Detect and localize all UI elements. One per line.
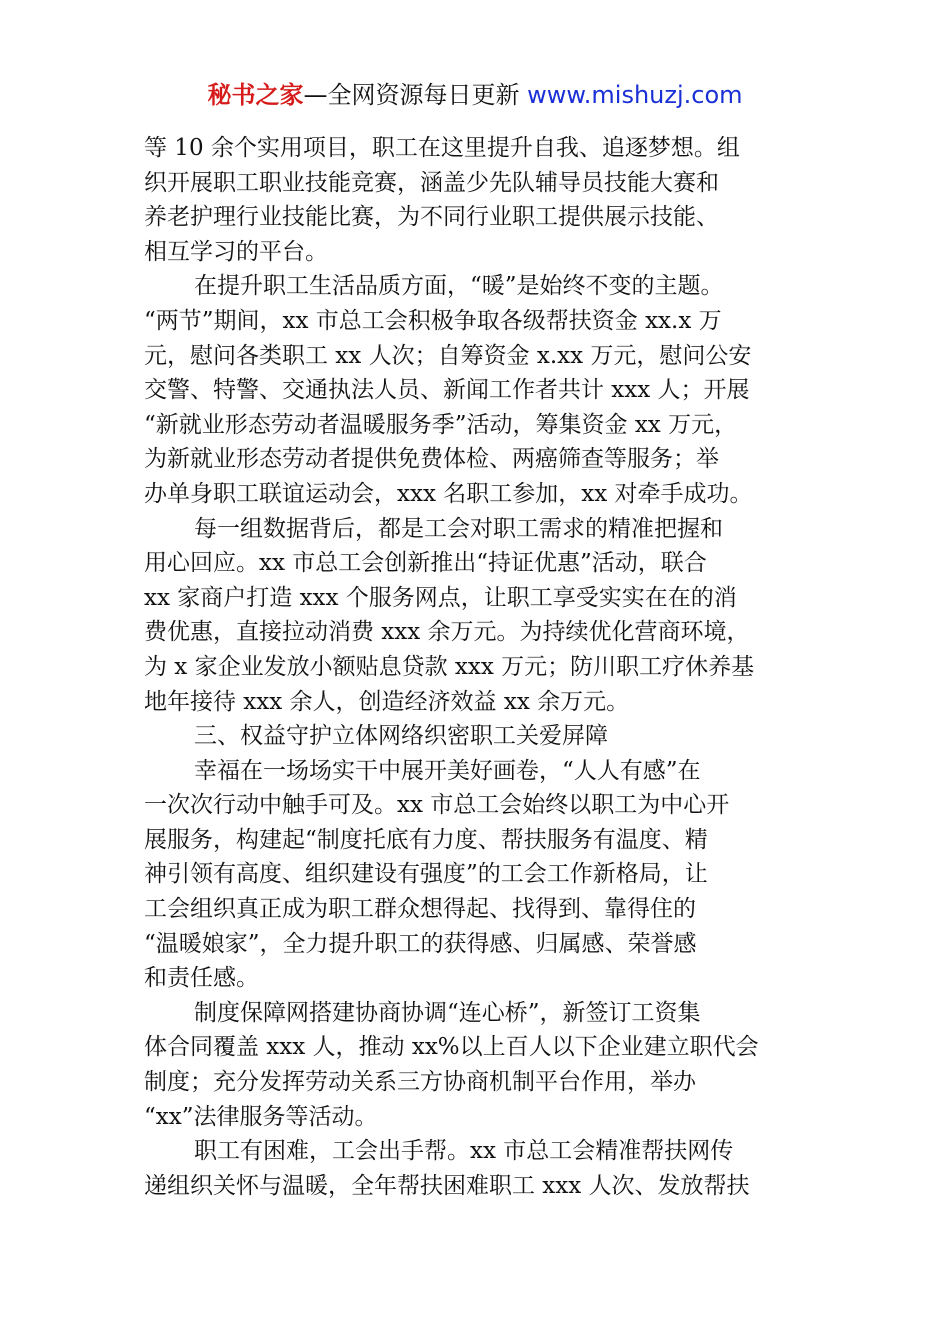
text-line: 办单身职工联谊运动会，xxx 名职工参加，xx 对牵手成功。	[144, 480, 753, 507]
text-line: 递组织关怀与温暖，全年帮扶困难职工 xxx 人次、发放帮扶	[144, 1172, 750, 1199]
text-line: 交警、特警、交通执法人员、新闻工作者共计 xxx 人；开展	[144, 377, 750, 404]
paragraph	[144, 996, 812, 1134]
text-line: 费优惠，直接拉动消费 xxx 余万元。为持续优化营商环境，	[144, 619, 750, 646]
text-line: 神引领有高度、组织建设有强度”的工会工作新格局，让	[144, 861, 708, 888]
text-line: 用心回应。xx 市总工会创新推出“持证优惠”活动，联合	[144, 550, 707, 577]
text-line: 职工有困难，工会出手帮。xx 市总工会精准帮扶网传	[194, 1138, 734, 1165]
paragraph	[144, 131, 812, 269]
text-line: 相互学习的平台。	[144, 238, 328, 265]
header-tagline: —全网资源每日更新	[303, 81, 528, 109]
header-brand: 秘书之家	[207, 81, 304, 109]
paragraph	[144, 269, 812, 511]
paragraph	[144, 512, 812, 720]
page-header	[0, 78, 950, 112]
text-line: 元，慰问各类职工 xx 人次；自筹资金 x.xx 万元，慰问公安	[144, 342, 752, 369]
text-line: 制度；充分发挥劳动关系三方协商机制平台作用，举办	[144, 1069, 696, 1096]
text-line: 养老护理行业技能比赛，为不同行业职工提供展示技能、	[144, 204, 719, 231]
text-line: 和责任感。	[144, 965, 259, 992]
text-line: 一次次行动中触手可及。xx 市总工会始终以职工为中心开	[144, 792, 730, 819]
text-line: 三、权益守护立体网络织密职工关爱屏障	[194, 723, 608, 750]
text-line: 为新就业形态劳动者提供免费体检、两癌筛查等服务；举	[144, 446, 719, 473]
header-url-link[interactable]: www.mishuzj.com	[527, 81, 743, 109]
text-line: “xx”法律服务等活动。	[144, 1103, 378, 1130]
paragraph	[144, 754, 812, 996]
text-line: 工会组织真正成为职工群众想得起、找得到、靠得住的	[144, 896, 696, 923]
text-line: 幸福在一场场实干中展开美好画卷，“人人有感”在	[194, 757, 701, 784]
text-line: “两节”期间，xx 市总工会积极争取各级帮扶资金 xx.x 万	[144, 307, 722, 334]
text-line: 展服务，构建起“制度托底有力度、帮扶服务有温度、精	[144, 826, 708, 853]
text-line: 织开展职工职业技能竞赛，涵盖少先队辅导员技能大赛和	[144, 169, 719, 196]
paragraph	[144, 1134, 812, 1203]
text-line: “温暖娘家”，全力提升职工的获得感、归属感、荣誉感	[144, 930, 697, 957]
text-line: 地年接待 xxx 余人，创造经济效益 xx 余万元。	[144, 688, 630, 715]
paragraph	[144, 719, 812, 754]
text-line: 制度保障网搭建协商协调“连心桥”，新签订工资集	[194, 999, 701, 1026]
text-line: xx 家商户打造 xxx 个服务网点，让职工享受实实在在的消	[144, 584, 737, 611]
text-line: 为 x 家企业发放小额贴息贷款 xxx 万元；防川职工疗休养基	[144, 653, 755, 680]
text-line: 每一组数据背后，都是工会对职工需求的精准把握和	[194, 515, 723, 542]
text-line: “新就业形态劳动者温暖服务季”活动，筹集资金 xx 万元，	[144, 411, 738, 438]
text-line: 体合同覆盖 xxx 人，推动 xx%以上百人以下企业建立职代会	[144, 1034, 759, 1061]
document-body	[144, 131, 812, 1203]
text-line: 在提升职工生活品质方面，“暖”是始终不变的主题。	[194, 273, 724, 300]
text-line: 等 10 余个实用项目，职工在这里提升自我、追逐梦想。组	[144, 135, 740, 161]
